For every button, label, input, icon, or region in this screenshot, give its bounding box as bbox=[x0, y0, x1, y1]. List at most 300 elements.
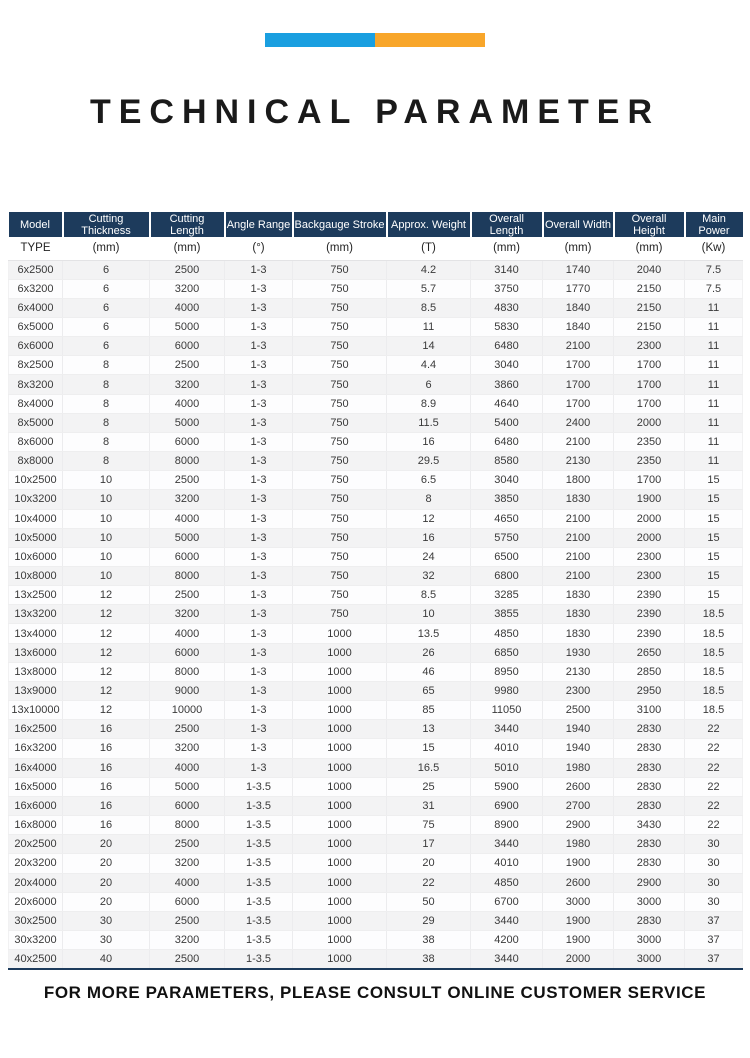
table-cell: 750 bbox=[293, 279, 387, 298]
table-cell: 3285 bbox=[471, 586, 543, 605]
table-cell: 6900 bbox=[471, 796, 543, 815]
table-cell: 12 bbox=[63, 701, 150, 720]
table-cell: 22 bbox=[685, 777, 743, 796]
table-cell: 3200 bbox=[150, 490, 225, 509]
table-cell: 2830 bbox=[614, 720, 685, 739]
table-cell: 6 bbox=[63, 298, 150, 317]
table-cell: 3440 bbox=[471, 720, 543, 739]
model-cell: 20x3200 bbox=[9, 854, 63, 873]
table-cell: 6000 bbox=[150, 547, 225, 566]
table-cell: 11050 bbox=[471, 701, 543, 720]
table-cell: 38 bbox=[387, 930, 471, 949]
table-cell: 18.5 bbox=[685, 624, 743, 643]
model-cell: 13x6000 bbox=[9, 643, 63, 662]
table-cell: 750 bbox=[293, 375, 387, 394]
table-cell: 1-3 bbox=[225, 356, 293, 375]
table-cell: 11 bbox=[685, 452, 743, 471]
table-cell: 8 bbox=[63, 413, 150, 432]
table-cell: 29.5 bbox=[387, 452, 471, 471]
table-cell: 6000 bbox=[150, 643, 225, 662]
table-cell: 11 bbox=[685, 298, 743, 317]
column-header: Overall Height bbox=[614, 212, 685, 237]
table-row bbox=[9, 758, 743, 777]
table-cell: 2150 bbox=[614, 317, 685, 336]
table-cell: 15 bbox=[685, 528, 743, 547]
model-cell: 10x8000 bbox=[9, 567, 63, 586]
table-row bbox=[9, 337, 743, 356]
table-cell: 2390 bbox=[614, 586, 685, 605]
table-cell: 10 bbox=[63, 471, 150, 490]
table-cell: 1700 bbox=[543, 356, 614, 375]
table-row bbox=[9, 567, 743, 586]
table-cell: 5000 bbox=[150, 413, 225, 432]
table-cell: 1000 bbox=[293, 681, 387, 700]
model-cell: 13x3200 bbox=[9, 605, 63, 624]
table-cell: 1000 bbox=[293, 816, 387, 835]
table-cell: 2500 bbox=[543, 701, 614, 720]
unit-cell: TYPE bbox=[9, 237, 63, 260]
table-cell: 9980 bbox=[471, 681, 543, 700]
table-cell: 750 bbox=[293, 432, 387, 451]
table-cell: 2830 bbox=[614, 854, 685, 873]
table-cell: 29 bbox=[387, 911, 471, 930]
table-cell: 750 bbox=[293, 605, 387, 624]
table-cell: 16.5 bbox=[387, 758, 471, 777]
table-cell: 6000 bbox=[150, 337, 225, 356]
unit-cell: (T) bbox=[387, 237, 471, 260]
table-cell: 1830 bbox=[543, 586, 614, 605]
column-header: Overall Length bbox=[471, 212, 543, 237]
table-cell: 15 bbox=[685, 586, 743, 605]
table-row bbox=[9, 394, 743, 413]
model-cell: 8x8000 bbox=[9, 452, 63, 471]
column-header: Cutting Thickness bbox=[63, 212, 150, 237]
table-cell: 6850 bbox=[471, 643, 543, 662]
table-row bbox=[9, 509, 743, 528]
table-cell: 1000 bbox=[293, 873, 387, 892]
table-cell: 15 bbox=[685, 509, 743, 528]
table-cell: 18.5 bbox=[685, 643, 743, 662]
table-cell: 750 bbox=[293, 394, 387, 413]
table-cell: 1-3 bbox=[225, 375, 293, 394]
table-cell: 8950 bbox=[471, 662, 543, 681]
table-cell: 750 bbox=[293, 413, 387, 432]
table-row bbox=[9, 528, 743, 547]
table-cell: 2600 bbox=[543, 777, 614, 796]
table-cell: 65 bbox=[387, 681, 471, 700]
table-cell: 6000 bbox=[150, 432, 225, 451]
table-cell: 1-3 bbox=[225, 720, 293, 739]
table-cell: 31 bbox=[387, 796, 471, 815]
footer-note: FOR MORE PARAMETERS, PLEASE CONSULT ONLINE CUSTOMER SERVICE bbox=[43, 982, 707, 1002]
table-cell: 12 bbox=[387, 509, 471, 528]
table-cell: 18.5 bbox=[685, 681, 743, 700]
table-cell: 22 bbox=[685, 796, 743, 815]
table-cell: 1900 bbox=[543, 854, 614, 873]
model-cell: 6x5000 bbox=[9, 317, 63, 336]
table-cell: 3040 bbox=[471, 356, 543, 375]
table-cell: 1000 bbox=[293, 835, 387, 854]
table-cell: 4.2 bbox=[387, 260, 471, 279]
table-cell: 1-3.5 bbox=[225, 835, 293, 854]
table-cell: 8 bbox=[63, 375, 150, 394]
table-cell: 40 bbox=[63, 950, 150, 969]
table-cell: 750 bbox=[293, 471, 387, 490]
table-cell: 1830 bbox=[543, 490, 614, 509]
table-cell: 750 bbox=[293, 547, 387, 566]
table-cell: 2130 bbox=[543, 452, 614, 471]
table-cell: 4850 bbox=[471, 873, 543, 892]
table-cell: 5400 bbox=[471, 413, 543, 432]
table-cell: 11.5 bbox=[387, 413, 471, 432]
table-cell: 1-3 bbox=[225, 298, 293, 317]
table-cell: 13.5 bbox=[387, 624, 471, 643]
column-header: Backgauge Stroke bbox=[293, 212, 387, 237]
model-cell: 13x8000 bbox=[9, 662, 63, 681]
table-cell: 1-3 bbox=[225, 490, 293, 509]
table-cell: 1800 bbox=[543, 471, 614, 490]
table-row bbox=[9, 854, 743, 873]
table-cell: 8.9 bbox=[387, 394, 471, 413]
column-header: Overall Width bbox=[543, 212, 614, 237]
table-cell: 2100 bbox=[543, 509, 614, 528]
table-cell: 3100 bbox=[614, 701, 685, 720]
table-cell: 3440 bbox=[471, 950, 543, 969]
model-cell: 8x2500 bbox=[9, 356, 63, 375]
table-cell: 3750 bbox=[471, 279, 543, 298]
table-cell: 2830 bbox=[614, 758, 685, 777]
table-cell: 4000 bbox=[150, 394, 225, 413]
table-cell: 8000 bbox=[150, 816, 225, 835]
table-cell: 4650 bbox=[471, 509, 543, 528]
model-cell: 13x4000 bbox=[9, 624, 63, 643]
table-cell: 5000 bbox=[150, 528, 225, 547]
table-cell: 46 bbox=[387, 662, 471, 681]
table-cell: 6 bbox=[63, 260, 150, 279]
table-row bbox=[9, 356, 743, 375]
table-cell: 20 bbox=[387, 854, 471, 873]
table-cell: 20 bbox=[63, 835, 150, 854]
table-cell: 26 bbox=[387, 643, 471, 662]
table-cell: 1740 bbox=[543, 260, 614, 279]
unit-cell: (°) bbox=[225, 237, 293, 260]
model-cell: 20x2500 bbox=[9, 835, 63, 854]
table-cell: 1-3 bbox=[225, 471, 293, 490]
column-header: Model bbox=[9, 212, 63, 237]
table-cell: 10 bbox=[63, 509, 150, 528]
table-cell: 12 bbox=[63, 681, 150, 700]
table-row bbox=[9, 911, 743, 930]
table-cell: 1-3 bbox=[225, 279, 293, 298]
table-cell: 1940 bbox=[543, 720, 614, 739]
model-cell: 6x4000 bbox=[9, 298, 63, 317]
table-cell: 1000 bbox=[293, 950, 387, 969]
table-cell: 30 bbox=[685, 873, 743, 892]
accent-bar-blue bbox=[265, 33, 375, 47]
table-cell: 37 bbox=[685, 950, 743, 969]
table-cell: 1-3 bbox=[225, 432, 293, 451]
table-cell: 2500 bbox=[150, 260, 225, 279]
unit-cell: (Kw) bbox=[685, 237, 743, 260]
table-cell: 1-3 bbox=[225, 509, 293, 528]
table-cell: 3200 bbox=[150, 739, 225, 758]
table-cell: 16 bbox=[63, 796, 150, 815]
table-cell: 11 bbox=[685, 356, 743, 375]
model-cell: 16x5000 bbox=[9, 777, 63, 796]
table-cell: 5000 bbox=[150, 317, 225, 336]
table-cell: 12 bbox=[63, 586, 150, 605]
table-cell: 12 bbox=[63, 643, 150, 662]
table-cell: 1900 bbox=[543, 911, 614, 930]
table-cell: 6800 bbox=[471, 567, 543, 586]
page-title: TECHNICAL PARAMETER bbox=[89, 93, 661, 131]
table-cell: 11 bbox=[685, 394, 743, 413]
table-row bbox=[9, 586, 743, 605]
table-cell: 20 bbox=[63, 854, 150, 873]
table-cell: 10 bbox=[387, 605, 471, 624]
table-cell: 25 bbox=[387, 777, 471, 796]
table-row bbox=[9, 375, 743, 394]
table-cell: 1930 bbox=[543, 643, 614, 662]
table-cell: 1-3 bbox=[225, 681, 293, 700]
table-cell: 750 bbox=[293, 567, 387, 586]
table-row bbox=[9, 605, 743, 624]
unit-cell: (mm) bbox=[293, 237, 387, 260]
table-cell: 8.5 bbox=[387, 586, 471, 605]
table-cell: 1900 bbox=[543, 930, 614, 949]
table-cell: 1-3 bbox=[225, 758, 293, 777]
table-cell: 2300 bbox=[614, 337, 685, 356]
table-cell: 2650 bbox=[614, 643, 685, 662]
table-cell: 2100 bbox=[543, 547, 614, 566]
table-row bbox=[9, 432, 743, 451]
table-cell: 6 bbox=[63, 279, 150, 298]
table-cell: 1000 bbox=[293, 701, 387, 720]
table-row bbox=[9, 298, 743, 317]
table-row bbox=[9, 260, 743, 279]
column-header: Main Power bbox=[685, 212, 743, 237]
table-cell: 3000 bbox=[614, 930, 685, 949]
table-cell: 4000 bbox=[150, 624, 225, 643]
table-cell: 8000 bbox=[150, 662, 225, 681]
table-cell: 5830 bbox=[471, 317, 543, 336]
table-cell: 2830 bbox=[614, 835, 685, 854]
table-cell: 6480 bbox=[471, 337, 543, 356]
table-header-row bbox=[9, 212, 743, 237]
table-cell: 3200 bbox=[150, 854, 225, 873]
table-cell: 3000 bbox=[614, 892, 685, 911]
table-cell: 1840 bbox=[543, 298, 614, 317]
table-row bbox=[9, 720, 743, 739]
table-cell: 12 bbox=[63, 624, 150, 643]
table-cell: 6000 bbox=[150, 796, 225, 815]
table-cell: 15 bbox=[685, 567, 743, 586]
table-row bbox=[9, 701, 743, 720]
table-cell: 3000 bbox=[614, 950, 685, 969]
model-cell: 16x8000 bbox=[9, 816, 63, 835]
table-cell: 8000 bbox=[150, 567, 225, 586]
table-cell: 4000 bbox=[150, 298, 225, 317]
model-cell: 16x2500 bbox=[9, 720, 63, 739]
accent-bar-orange bbox=[375, 33, 485, 47]
table-cell: 18.5 bbox=[685, 701, 743, 720]
table-row bbox=[9, 835, 743, 854]
table-cell: 1840 bbox=[543, 317, 614, 336]
table-cell: 1830 bbox=[543, 605, 614, 624]
table-cell: 2830 bbox=[614, 911, 685, 930]
table-cell: 750 bbox=[293, 337, 387, 356]
table-cell: 1-3.5 bbox=[225, 950, 293, 969]
table-cell: 3200 bbox=[150, 375, 225, 394]
table-cell: 1-3.5 bbox=[225, 911, 293, 930]
table-cell: 5.7 bbox=[387, 279, 471, 298]
table-cell: 1-3 bbox=[225, 528, 293, 547]
table-cell: 4830 bbox=[471, 298, 543, 317]
table-cell: 15 bbox=[387, 739, 471, 758]
table-cell: 2500 bbox=[150, 356, 225, 375]
table-row bbox=[9, 471, 743, 490]
table-cell: 16 bbox=[63, 816, 150, 835]
table-cell: 1000 bbox=[293, 777, 387, 796]
table-cell: 22 bbox=[685, 816, 743, 835]
model-cell: 6x6000 bbox=[9, 337, 63, 356]
table-cell: 1-3 bbox=[225, 586, 293, 605]
table-cell: 2100 bbox=[543, 337, 614, 356]
table-row bbox=[9, 873, 743, 892]
table-cell: 3200 bbox=[150, 605, 225, 624]
table-row bbox=[9, 662, 743, 681]
table-cell: 2390 bbox=[614, 605, 685, 624]
table-cell: 37 bbox=[685, 930, 743, 949]
table-cell: 2300 bbox=[543, 681, 614, 700]
table-row bbox=[9, 279, 743, 298]
table-row bbox=[9, 892, 743, 911]
table-cell: 10 bbox=[63, 547, 150, 566]
table-cell: 1980 bbox=[543, 758, 614, 777]
table-row bbox=[9, 816, 743, 835]
table-cell: 3040 bbox=[471, 471, 543, 490]
table-cell: 11 bbox=[387, 317, 471, 336]
table-cell: 2300 bbox=[614, 547, 685, 566]
model-cell: 10x5000 bbox=[9, 528, 63, 547]
unit-cell: (mm) bbox=[543, 237, 614, 260]
table-cell: 8 bbox=[63, 394, 150, 413]
technical-parameters-table bbox=[8, 212, 743, 970]
table-cell: 24 bbox=[387, 547, 471, 566]
model-cell: 10x3200 bbox=[9, 490, 63, 509]
model-cell: 16x6000 bbox=[9, 796, 63, 815]
table-cell: 4.4 bbox=[387, 356, 471, 375]
model-cell: 10x4000 bbox=[9, 509, 63, 528]
table-cell: 8.5 bbox=[387, 298, 471, 317]
model-cell: 10x2500 bbox=[9, 471, 63, 490]
model-cell: 30x3200 bbox=[9, 930, 63, 949]
column-header: Angle Range bbox=[225, 212, 293, 237]
table-cell: 2300 bbox=[614, 567, 685, 586]
table-row bbox=[9, 950, 743, 969]
table-cell: 2950 bbox=[614, 681, 685, 700]
table-cell: 1900 bbox=[614, 490, 685, 509]
table-cell: 37 bbox=[685, 911, 743, 930]
table-cell: 4010 bbox=[471, 854, 543, 873]
unit-cell: (mm) bbox=[471, 237, 543, 260]
unit-cell: (mm) bbox=[614, 237, 685, 260]
table-cell: 2500 bbox=[150, 911, 225, 930]
table-cell: 16 bbox=[387, 528, 471, 547]
column-header: Approx. Weight bbox=[387, 212, 471, 237]
table-cell: 15 bbox=[685, 490, 743, 509]
table-cell: 1-3 bbox=[225, 643, 293, 662]
table-cell: 1-3 bbox=[225, 662, 293, 681]
table-cell: 3200 bbox=[150, 279, 225, 298]
table-cell: 1-3 bbox=[225, 260, 293, 279]
table-cell: 2830 bbox=[614, 777, 685, 796]
table-cell: 1940 bbox=[543, 739, 614, 758]
table-cell: 30 bbox=[685, 854, 743, 873]
table-cell: 2350 bbox=[614, 452, 685, 471]
accent-bar bbox=[265, 33, 485, 47]
table-cell: 1700 bbox=[614, 471, 685, 490]
table-cell: 17 bbox=[387, 835, 471, 854]
table-cell: 13 bbox=[387, 720, 471, 739]
table-cell: 4010 bbox=[471, 739, 543, 758]
table-cell: 2040 bbox=[614, 260, 685, 279]
table-cell: 12 bbox=[63, 662, 150, 681]
table-cell: 2500 bbox=[150, 586, 225, 605]
table-cell: 1000 bbox=[293, 930, 387, 949]
table-cell: 16 bbox=[63, 758, 150, 777]
table-cell: 1-3.5 bbox=[225, 854, 293, 873]
table-cell: 1-3 bbox=[225, 413, 293, 432]
table-cell: 22 bbox=[387, 873, 471, 892]
table-cell: 2500 bbox=[150, 950, 225, 969]
table-cell: 18.5 bbox=[685, 662, 743, 681]
model-cell: 20x4000 bbox=[9, 873, 63, 892]
table-cell: 6.5 bbox=[387, 471, 471, 490]
table-cell: 20 bbox=[63, 873, 150, 892]
model-cell: 13x2500 bbox=[9, 586, 63, 605]
table-cell: 16 bbox=[63, 739, 150, 758]
model-cell: 16x4000 bbox=[9, 758, 63, 777]
table-cell: 3440 bbox=[471, 911, 543, 930]
table-cell: 1000 bbox=[293, 911, 387, 930]
table-cell: 2130 bbox=[543, 662, 614, 681]
model-cell: 8x6000 bbox=[9, 432, 63, 451]
table-cell: 11 bbox=[685, 432, 743, 451]
table-cell: 10000 bbox=[150, 701, 225, 720]
table-cell: 2830 bbox=[614, 739, 685, 758]
table-cell: 2900 bbox=[543, 816, 614, 835]
model-cell: 40x2500 bbox=[9, 950, 63, 969]
table-cell: 750 bbox=[293, 528, 387, 547]
table-cell: 1-3 bbox=[225, 739, 293, 758]
table-cell: 15 bbox=[685, 547, 743, 566]
model-cell: 6x3200 bbox=[9, 279, 63, 298]
table-cell: 4850 bbox=[471, 624, 543, 643]
table-cell: 2000 bbox=[543, 950, 614, 969]
table-cell: 1000 bbox=[293, 624, 387, 643]
table-cell: 1000 bbox=[293, 720, 387, 739]
model-cell: 6x2500 bbox=[9, 260, 63, 279]
table-cell: 32 bbox=[387, 567, 471, 586]
table-cell: 22 bbox=[685, 720, 743, 739]
table-cell: 8000 bbox=[150, 452, 225, 471]
table-cell: 2600 bbox=[543, 873, 614, 892]
table-cell: 2900 bbox=[614, 873, 685, 892]
table-cell: 3440 bbox=[471, 835, 543, 854]
table-cell: 1980 bbox=[543, 835, 614, 854]
table-cell: 750 bbox=[293, 452, 387, 471]
